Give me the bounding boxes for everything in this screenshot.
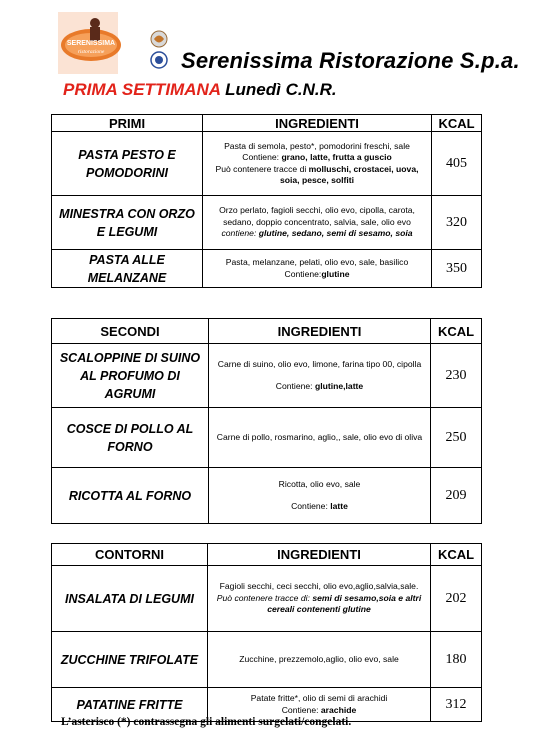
- col-header-ingredients: INGREDIENTI: [209, 319, 431, 344]
- kcal-value: 250: [431, 408, 482, 468]
- allergens: glutine,latte: [314, 380, 364, 391]
- table-row: [52, 408, 482, 468]
- primi-table: [51, 114, 482, 288]
- contorni-table: [51, 543, 482, 722]
- col-header-ingredients: INGREDIENTI: [208, 544, 431, 566]
- contains-line: Contiene: glutine,latte: [275, 380, 364, 391]
- col-header-section: SECONDI: [52, 319, 209, 344]
- day-label: Lunedì C.N.R.: [225, 80, 337, 99]
- table-header-row: [52, 544, 482, 566]
- col-header-kcal: KCAL: [432, 115, 482, 132]
- secondi-table: [51, 318, 482, 524]
- ingredients-text: Pasta, melanzane, pelati, olio evo, sale, basilico: [225, 257, 409, 267]
- kcal-value: 230: [431, 344, 482, 408]
- ingredients-text: Carne di pollo, rosmarino, aglio,, sale, olio evo di oliva: [216, 431, 423, 442]
- ingredients-cell: [209, 408, 431, 468]
- allergens: glutine: [321, 268, 350, 279]
- ingredients-cell: [203, 196, 432, 250]
- week-title: [63, 80, 337, 100]
- ingredients-cell: [209, 468, 431, 524]
- dish-name: COSCE DI POLLO AL FORNO: [52, 408, 209, 468]
- col-header-section: CONTORNI: [52, 544, 208, 566]
- table-header-row: [52, 115, 482, 132]
- contains-line: Contiene:glutine: [284, 268, 350, 279]
- ingredients-text: Ricotta, olio evo, sale: [278, 479, 361, 489]
- dish-name: INSALATA DI LEGUMI: [52, 566, 208, 632]
- ingredients-cell: [209, 344, 431, 408]
- contains-line: Contiene: latte: [291, 500, 348, 511]
- ingredients-text: Fagioli secchi, ceci secchi, olio evo,aglio,salvia,sale.: [219, 581, 419, 592]
- contains-line: Contiene: grano, latte, frutta a guscio: [242, 152, 392, 162]
- table-row: [52, 132, 482, 196]
- dish-name: PATATINE FRITTE: [52, 688, 208, 722]
- ingredients-text: Pasta di semola, pesto*, pomodorini freschi, sale: [224, 140, 410, 151]
- svg-text:ristorazione: ristorazione: [77, 49, 105, 55]
- ingredients-cell: [203, 132, 432, 196]
- kcal-value: 320: [432, 196, 482, 250]
- kcal-value: 350: [432, 250, 482, 288]
- col-header-kcal: KCAL: [431, 544, 482, 566]
- table-row: [52, 468, 482, 524]
- table-header-row: [52, 319, 482, 344]
- table-row: [52, 632, 482, 688]
- table-row: [52, 344, 482, 408]
- col-header-section: PRIMI: [52, 115, 203, 132]
- allergens: latte: [330, 500, 348, 511]
- ingredients-cell: [203, 250, 432, 288]
- table-row: [52, 566, 482, 632]
- col-header-ingredients: INGREDIENTI: [203, 115, 432, 132]
- footer-note: L’asterisco (*) contrassegna gli alimenti surgelati/congelati.: [61, 716, 352, 728]
- allergens: grano, latte, frutta a guscio: [281, 152, 392, 162]
- ingredients-cell: [208, 566, 431, 632]
- contains-line: Contiene: arachide: [281, 704, 357, 715]
- col-header-kcal: KCAL: [431, 319, 482, 344]
- week-label: PRIMA SETTIMANA: [63, 80, 221, 99]
- kcal-value: 312: [431, 688, 482, 722]
- dish-name: PASTA ALLE MELANZANE: [52, 250, 203, 288]
- svg-text:SERENISSIMA: SERENISSIMA: [66, 40, 116, 47]
- table-row: [52, 250, 482, 288]
- contains-line: contiene: glutine, sedano, semi di sesamo, soia: [221, 228, 413, 239]
- ingredients-text: Patate fritte*, olio di semi di arachidi: [250, 693, 388, 703]
- allergens: glutine, sedano, semi di sesamo, soia: [258, 228, 413, 239]
- ingredients-text: Orzo perlato, fagioli secchi, olio evo, cipolla, carota, sedano, doppio concentrato, salvia, sale, olio evo: [219, 205, 415, 227]
- trace-allergens: semi di sesamo,soia e altri cereali contenenti glutine: [267, 592, 422, 615]
- company-name: Serenissima Ristorazione S.p.a.: [181, 48, 520, 73]
- kcal-value: 202: [431, 566, 482, 632]
- may-contain-line: Può contenere tracce di: semi di sesamo,soia e altri cereali contenenti glutine: [216, 592, 422, 615]
- allergens: arachide: [320, 704, 357, 715]
- ingredients-text: Carne di suino, olio evo, limone, farina tipo 00, cipolla: [217, 359, 422, 369]
- may-contain-line: Può contenere tracce di molluschi, crostacei, uova, soia, pesce, solfiti: [215, 163, 419, 185]
- dish-name: MINESTRA CON ORZO E LEGUMI: [52, 196, 203, 250]
- dish-name: PASTA PESTO E POMODORINI: [52, 132, 203, 196]
- company-logo: [58, 12, 174, 74]
- dish-name: SCALOPPINE DI SUINO AL PROFUMO DI AGRUMI: [52, 344, 209, 408]
- trace-allergens: molluschi, crostacei, uova, soia, pesce, solfiti: [279, 163, 419, 185]
- ingredients-cell: [208, 632, 431, 688]
- dish-name: RICOTTA AL FORNO: [52, 468, 209, 524]
- dish-name: ZUCCHINE TRIFOLATE: [52, 632, 208, 688]
- table-row: [52, 196, 482, 250]
- kcal-value: 209: [431, 468, 482, 524]
- ingredients-text: Zucchine, prezzemolo,aglio, olio evo, sale: [239, 653, 399, 664]
- kcal-value: 405: [432, 132, 482, 196]
- kcal-value: 180: [431, 632, 482, 688]
